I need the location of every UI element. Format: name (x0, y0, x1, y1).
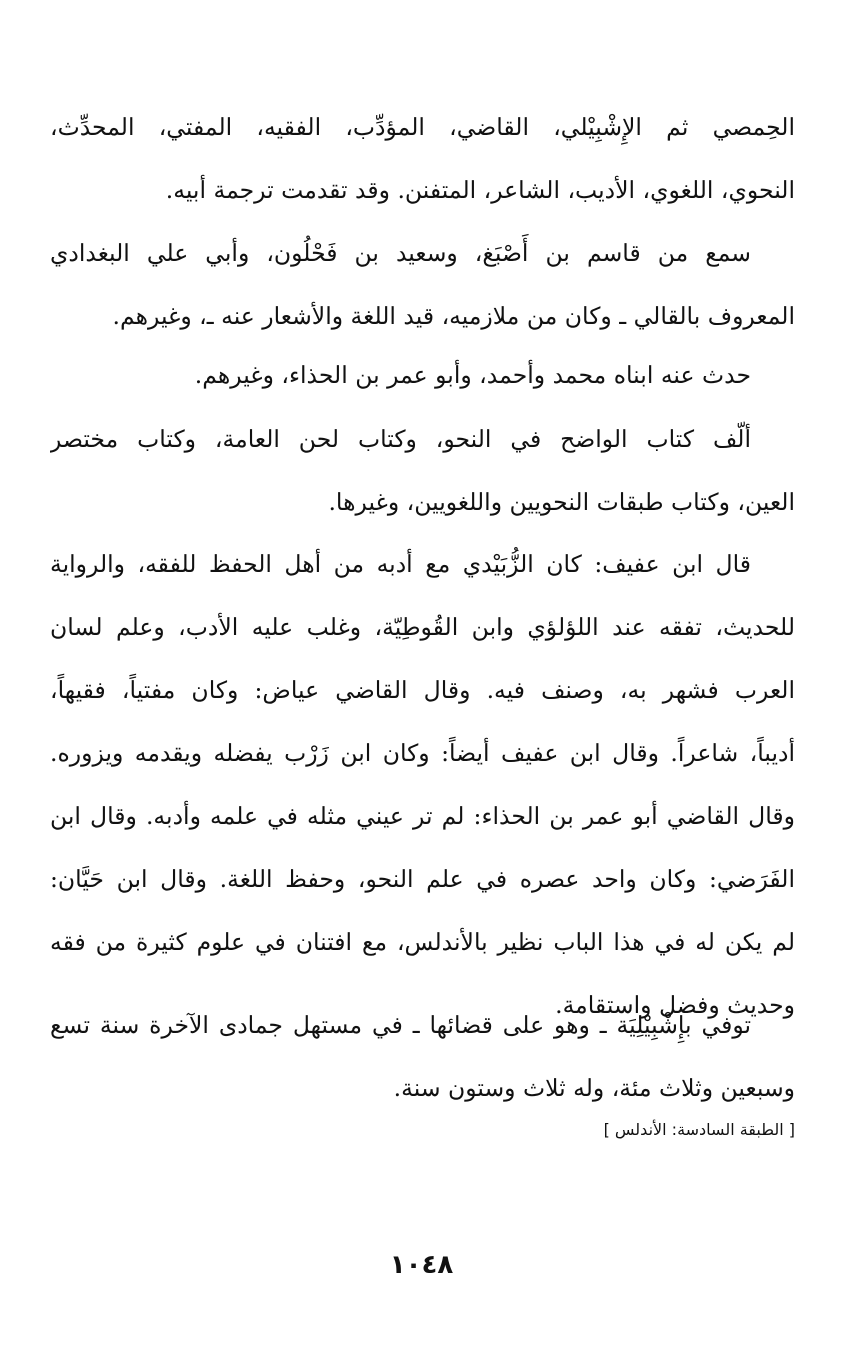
paragraph-4 (50, 408, 795, 534)
paragraph-line: قال ابن عفيف: كان الزُّبَيْدي مع أدبه من أهل الحفظ للفقه، والرواية (50, 550, 751, 578)
paragraph-5 (50, 533, 795, 1037)
section-label: [ الطبقة السادسة: الأندلس ] (603, 1120, 795, 1139)
paragraph-line: وقال القاضي أبو عمر بن الحذاء: لم تر عيني مثله في علمه وأدبه. وقال ابن (50, 802, 795, 830)
paragraph-line: وسبعين وثلاث مئة، وله ثلاث وستون سنة. (393, 1074, 795, 1102)
paragraph-line: المعروف بالقالي ـ وكان من ملازميه، قيد اللغة والأشعار عنه ـ، وغيرهم. (112, 302, 795, 330)
paragraph-line: ألّف كتاب الواضح في النحو، وكتاب لحن العامة، وكتاب مختصر (50, 425, 751, 453)
paragraph-line: النحوي، اللغوي، الأديب، الشاعر، المتفنن. وقد تقدمت ترجمة أبيه. (165, 176, 795, 204)
paragraph-line: وحديث وفضل واستقامة. (555, 991, 795, 1019)
paragraph-1 (50, 96, 795, 222)
paragraph-line: العرب فشهر به، وصنف فيه. وقال القاضي عياض: وكان مفتياً، فقيهاً، (50, 676, 795, 704)
paragraph-line: أديباً، شاعراً. وقال ابن عفيف أيضاً: وكان ابن زَرْب يفضله ويقدمه ويزوره. (50, 739, 795, 767)
paragraph-line: الفَرَضي: وكان واحد عصره في علم النحو، وحفظ اللغة. وقال ابن حَيَّان: (50, 865, 795, 893)
paragraph-line: لم يكن له في هذا الباب نظير بالأندلس، مع افتنان في علوم كثيرة من فقه (50, 928, 795, 956)
page-number: ١٠٤٨ (389, 1250, 454, 1280)
paragraph-line: الحِمصي ثم الإِشْبِيْلي، القاضي، المؤدِّب، الفقيه، المفتي، المحدِّث، (50, 113, 795, 141)
paragraph-6 (50, 994, 795, 1120)
paragraph-line: حدث عنه ابناه محمد وأحمد، وأبو عمر بن الحذاء، وغيرهم. (194, 361, 751, 389)
paragraph-line: العين، وكتاب طبقات النحويين واللغويين، وغيرها. (328, 488, 795, 516)
paragraph-2 (50, 222, 795, 348)
paragraph-3 (50, 344, 795, 407)
paragraph-line: توفي بإِشْبِيْلِيَة ـ وهو على قضائها ـ في مستهل جمادى الآخرة سنة تسع (50, 1011, 751, 1039)
paragraph-line: للحديث، تفقه عند اللؤلؤي وابن القُوطِيّة، وغلب عليه الأدب، وعلم لسان (50, 613, 795, 641)
paragraph-line: سمع من قاسم بن أَصْبَغ، وسعيد بن فَحْلُون، وأبي علي البغدادي (50, 239, 751, 267)
